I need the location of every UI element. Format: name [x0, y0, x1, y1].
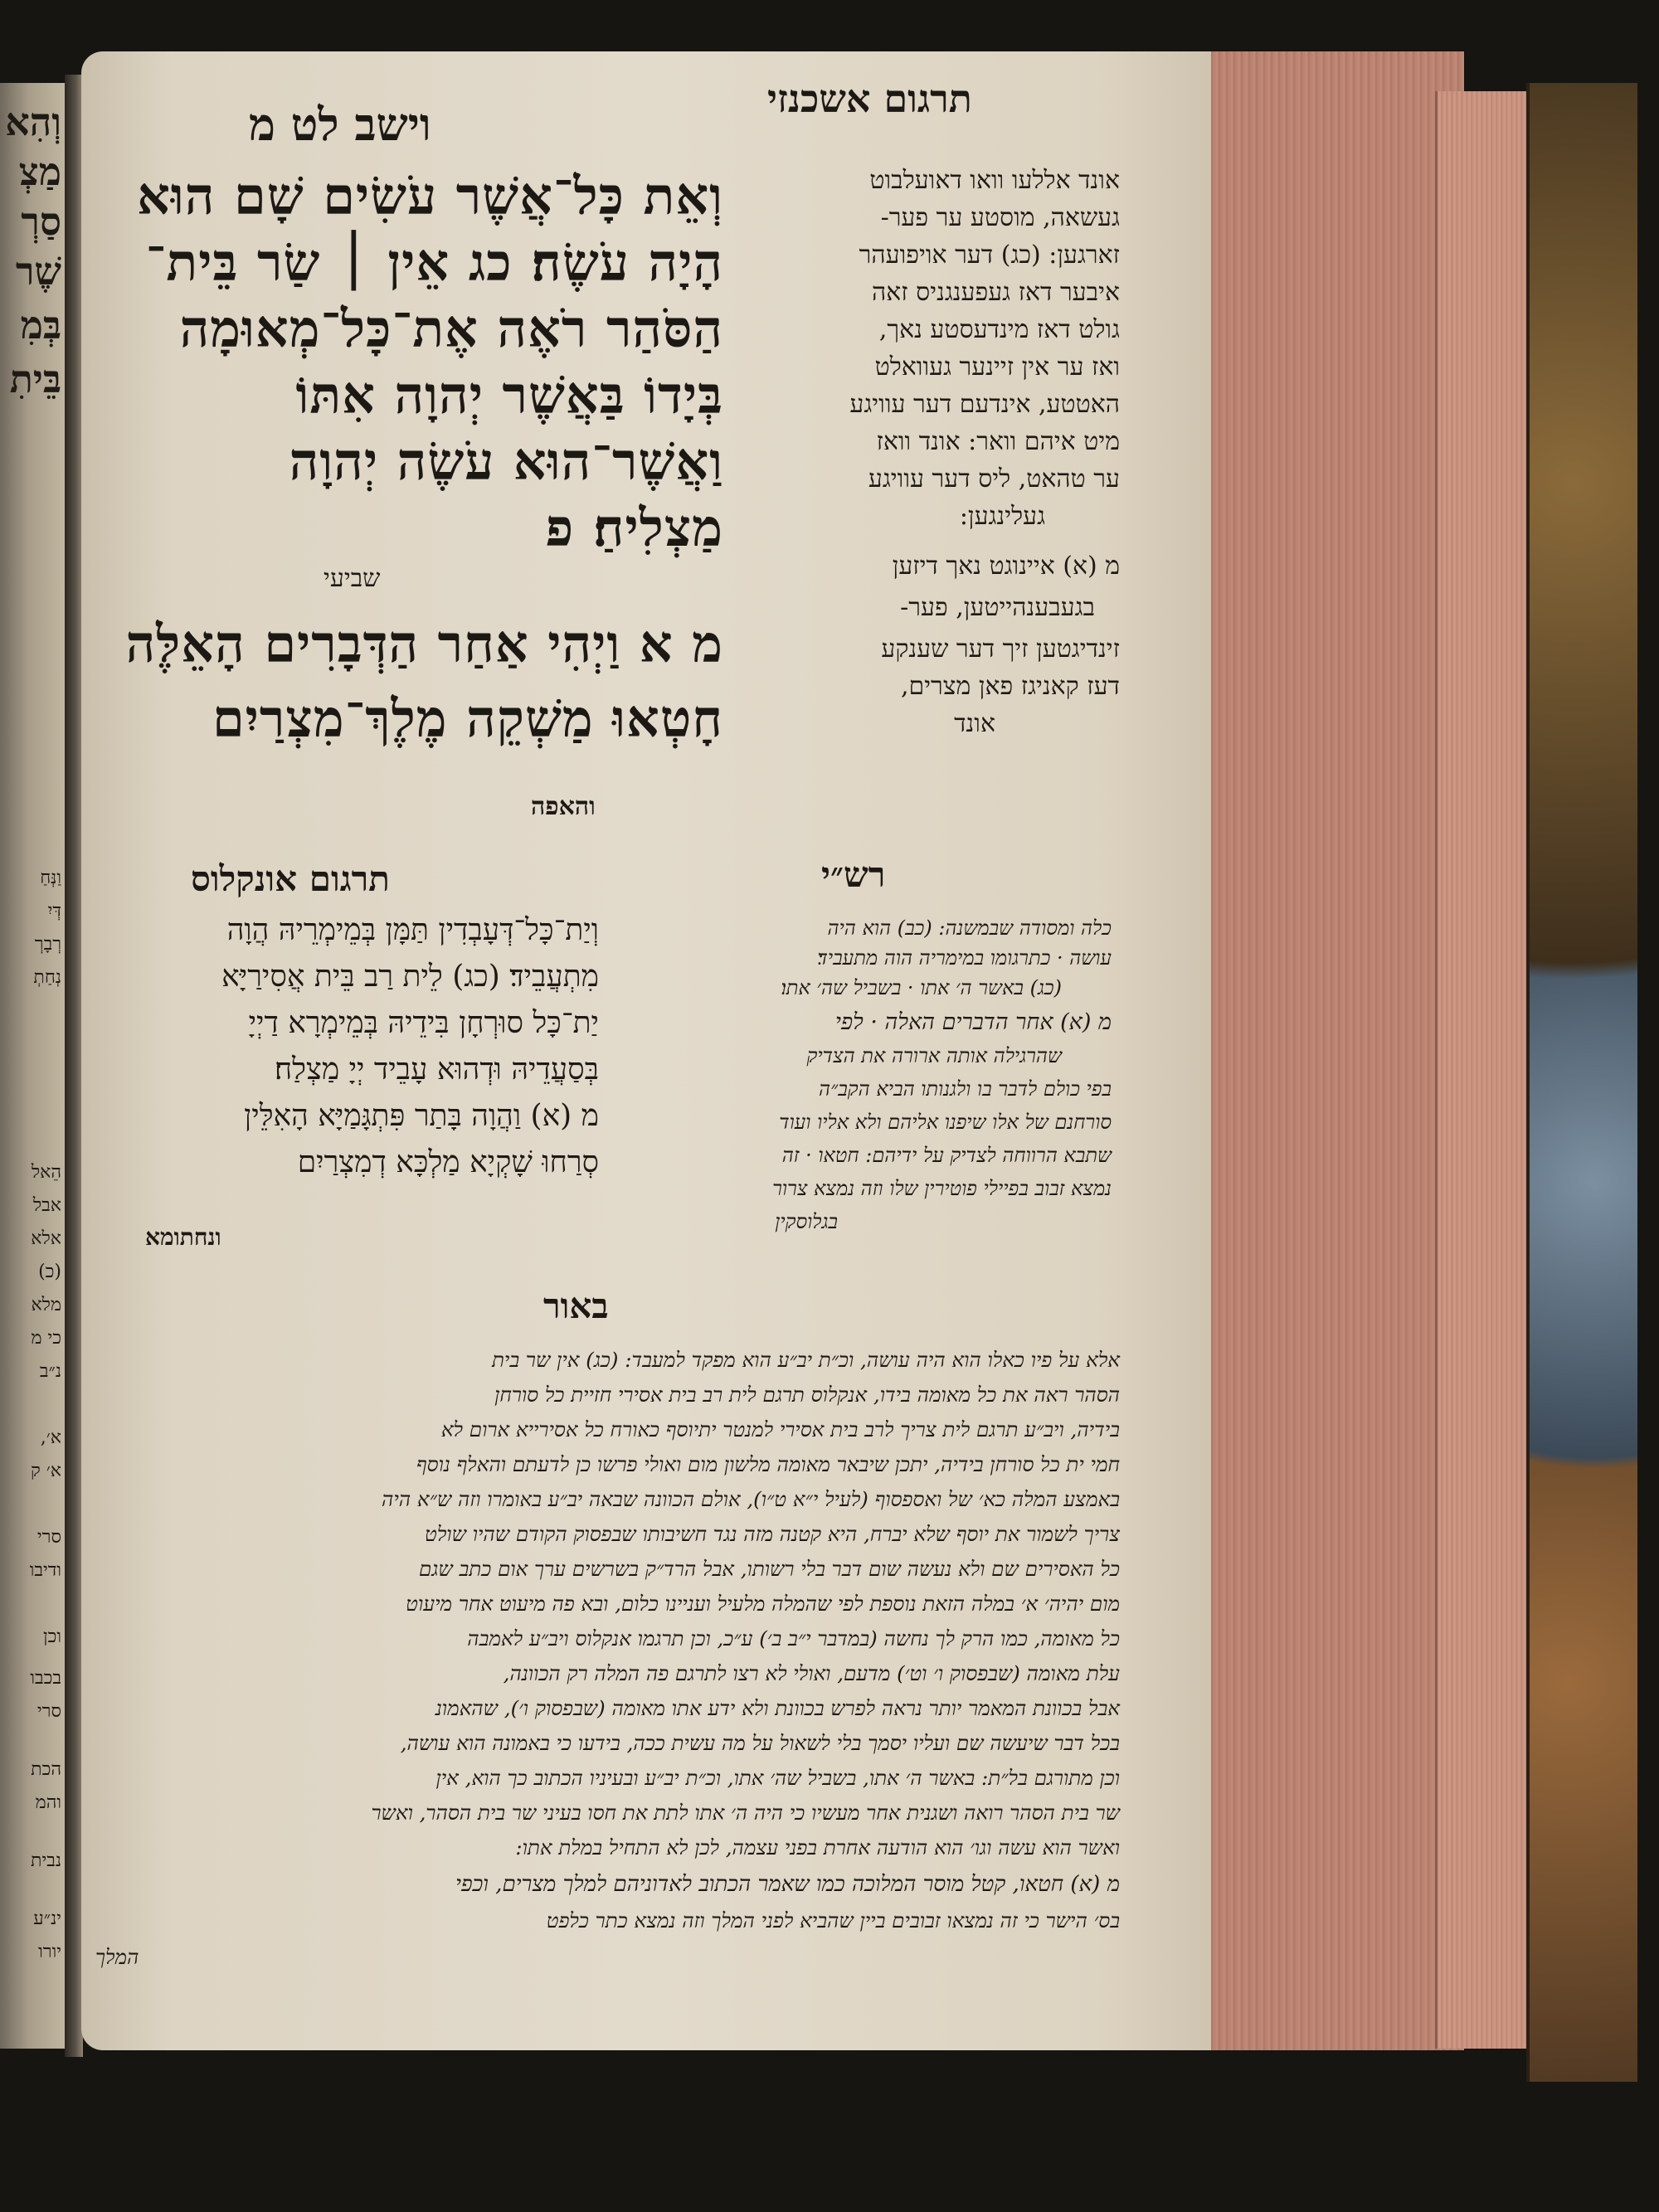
biur-line: מום יהיה׳ א׳ במלה הזאת נוספת לפי שהמלה מלעיל ועניינו כלום, ובא פה מיעוט אחר מיעוט: [406, 1592, 1120, 1616]
left-fragment-line: שֶׁר: [15, 249, 61, 294]
translation-line: מ (א) איינוגט נאך דיזען: [892, 552, 1120, 581]
left-fragment-line: אבל: [32, 1195, 61, 1216]
onkelos-line: סְרַחוּ שָׁקְיָא מַלְכָּא דְמִצְרַיִם: [297, 1145, 599, 1179]
translation-line: ער טהאט, ליס דער עוויגע: [868, 464, 1120, 493]
verse-line: בְּיָדוֹ בַּאֲשֶׁר יְהוָה אִתּוֹ: [295, 365, 723, 425]
rashi-block: [606, 916, 1112, 1243]
rashi-line: שהרגילה אותה ארורה את הצדיק: [806, 1044, 1062, 1067]
left-fragment-line: ינ״ע: [33, 1908, 61, 1929]
left-fragment-line: מַצְ: [18, 149, 61, 194]
translation-line: זארגען: (כג) דער אויפועהר: [859, 241, 1120, 270]
left-fragment-line: הֵאל: [31, 1162, 61, 1183]
verse-text-block: [93, 166, 723, 558]
onkelos-title: תרגום אונקלוס: [191, 858, 390, 899]
left-fragment-line: יורו: [38, 1942, 61, 1962]
translation-line: איבער דאז געפענגניס זאה: [872, 278, 1120, 307]
translation-line: מיט איהם וואר: אונד וואז: [876, 427, 1120, 456]
left-fragment-line: סרי: [36, 1701, 61, 1722]
onkelos-line: יַת־כָּל סוּרְחָן בִּידֵיהּ בְּמֵימְרָא דַיְיָ: [248, 1006, 599, 1040]
book-gutter: [65, 75, 83, 2057]
translation-line: דעז קאניגז פאן מצרים,: [900, 672, 1120, 701]
translation-line: ואז ער אין זיינער געוואלט: [874, 352, 1120, 382]
biur-line: אבל בכוונת המאמר יותר נראה לפרש בכוונת ולא ידע אתו מאומה (שבפסוק ו׳), שהאמונ: [435, 1696, 1120, 1720]
translation-line: געשאה, מוסטע ער פער-: [880, 203, 1120, 232]
left-fragment-line: א׳,: [40, 1427, 61, 1448]
biur-line: חמי ית כל סורחן בידיה, יתכן שיבאר מאומה מלשון מום ואולי פרשו כן לדעתם והאלף נוסף: [416, 1452, 1120, 1476]
translation-line: זינדיגטען זיך דער שענקע: [881, 634, 1120, 664]
translation-line: האטטע, אינדעם דער עוויגע: [849, 390, 1120, 419]
left-fragment-line: ודיבו: [29, 1560, 61, 1581]
aliyah-marker: שביעי: [324, 564, 381, 593]
rashi-line: בפי כולם לדבר בו ולגנותו הביא הקב״ה: [819, 1077, 1112, 1101]
left-fragment-line: כי מ: [31, 1328, 61, 1349]
left-fragment-line: והמ: [35, 1792, 61, 1813]
left-fragment-line: מלא: [31, 1295, 61, 1315]
left-fragment-line: אלא: [31, 1228, 61, 1249]
biur-line: באמצע המלה כא׳ של ואספסוף (לעיל י״א ט״ו), אולם הכוונה שבאה יב״ע באומרו וזה ש״א היה: [381, 1487, 1120, 1511]
left-fragment-line: וכן: [43, 1626, 61, 1647]
translation-line: אונד: [954, 709, 995, 738]
left-fragment-line: בכבו: [30, 1668, 61, 1689]
biur-line: בידיה, ויב״ע תרגם לית צריך לרב בית אסירי למנטר יתיוסף כאורח כל אסירייא ארום לא: [440, 1417, 1120, 1441]
onkelos-catchword: ונחתומא: [145, 1223, 221, 1251]
verse-line: וְאֵת כָּל־אֲשֶׁר עֹשִׂים שָׁם הוּא: [137, 166, 723, 226]
translation-line: גולט דאז מינדעסטע נאך,: [878, 315, 1120, 344]
running-header-right: תרגום אשכנזי: [767, 76, 972, 121]
left-page-fragment: [0, 83, 65, 2049]
left-fragment-line: סרי: [36, 1527, 61, 1548]
left-fragment-line: נ״ב: [39, 1361, 61, 1382]
biur-line: וכן מתורגם בל״ת: באשר ה׳ אתו, בשביל שה׳ אתו, וכ״ת יב״ע ובעיניו הכתוב כך הוא, אין: [435, 1766, 1120, 1790]
onkelos-line: בְּסַעֲדֵיהּ וּדְהוּא עָבֵיד יְיָ מַצְלַח׃: [274, 1053, 599, 1087]
translation-line: בגעבענהייטען, פער-: [900, 593, 1095, 622]
onkelos-block: [93, 912, 599, 1191]
biur-block: [95, 1348, 1120, 1978]
biur-line: כל האסירים שם ולא נעשה שום דבר בלי רשותו, אבל הרד״ק בשרשים ערך אום כתב שגם: [418, 1557, 1120, 1581]
rashi-line: מ (א) אחר הדברים האלה · לפי: [834, 1009, 1112, 1035]
translation-block: [747, 166, 1120, 746]
left-fragment-line: בֵּיתִ: [9, 357, 61, 401]
rashi-line: (כג) באשר ה׳ אתו · בשביל שה׳ אתו׃: [781, 976, 1062, 999]
biur-title: באור: [543, 1286, 609, 1326]
left-fragment-line: נבית: [31, 1850, 61, 1871]
verse-line: הָיָה עֹשֶׂה׃ כג אֵין ׀ שַׂר בֵּית־: [145, 232, 723, 293]
left-fragment-line: (כ): [38, 1262, 61, 1282]
verse-line: מ א וַיְהִי אַחַר הַדְּבָרִים הָאֵלֶּה: [125, 614, 723, 674]
verse-line: מַצְלִיחַ׃ פ: [545, 498, 723, 558]
biur-line: עלת מאומה (שבפסוק ו׳ וט׳) מדעם, ואולי לא רצו לתרגם פה המלה רק הכוונה,: [503, 1661, 1120, 1685]
left-fragment-line: דְּיִ: [47, 901, 61, 921]
running-header-left: וישב לט מ: [249, 98, 431, 151]
rashi-line: עושה · כתרגומו במימריה הוה מתעביד׃: [817, 946, 1112, 970]
rashi-title: רש״י: [821, 854, 886, 895]
biur-line: המלך: [95, 1945, 139, 1969]
rashi-line: סורחנם של אלו שיפנו אליהם ולא אליו ועוד: [779, 1111, 1112, 1134]
left-fragment-line: בְּמִ: [20, 303, 61, 348]
rashi-line: שתבא הרווחה לצדיק על ידיהם: חטאו · זה: [781, 1144, 1112, 1167]
biur-line: שר בית הסהר רואה ושגנית אחר מעשיו כי היה ה׳ אתו לתת את חסו בעיני שר בית הסהר, ואשר: [371, 1801, 1120, 1825]
biur-line: אלא על פיו כאלו הוא היה עושה, וכ״ת יב״ע הוא מפקד למעבד: (כג) אין שר בית: [491, 1348, 1120, 1372]
biur-line: צריך לשמור את יוסף שלא יברח, היא קטנה מזה נגד חשיבותו שבפסוק הקודם שהיו שולט: [425, 1522, 1120, 1546]
rashi-line: נמצא זבוב בפיילי פוטירין שלו וזה נמצא צרור: [772, 1177, 1112, 1200]
left-fragment-line: סַרְ: [21, 199, 61, 244]
biur-line: הסהר ראה את כל מאומה בידו, אנקלוס תרגם לית רב בית אסירי חזיית כל סורחן: [494, 1383, 1120, 1407]
left-fragment-line: רְבָרְ: [34, 934, 61, 955]
translation-line: אונד אללעו וואו דאועלבוט: [869, 166, 1120, 195]
rashi-line: כלה ומסודה שבמשנה: (כב) הוא היה: [827, 916, 1112, 940]
left-fragment-line: נְחַתְ: [33, 967, 61, 988]
catchword: והאפה: [531, 792, 596, 821]
onkelos-line: מִתְעֲבֵיד׃ (כג) לֵית רַב בֵּית אֲסִירַיָּא: [221, 960, 599, 994]
left-fragment-line: וַנְּחַ: [40, 868, 61, 888]
left-fragment-line: א׳ ק: [30, 1461, 61, 1481]
rashi-line: בגלוסקין: [775, 1210, 838, 1233]
verse-line: חָטְאוּ מַשְׁקֵה מֶלֶךְ־מִצְרַיִם: [212, 688, 723, 749]
biur-line: כל מאומה, כמו הרק לך נחשה (במדבר י״ב ב׳) ע״כ, וכן תרגמו אנקלוס ויב״ע לאמבה: [467, 1626, 1120, 1650]
onkelos-line: וְיַת־כָּל־דְּעָבְדִין תַּמָּן בְּמֵימְרֵיהּ הֲוָה: [226, 913, 599, 947]
verse-40-block: [93, 614, 723, 749]
page-edge: [1207, 51, 1464, 2050]
biur-line: ואשר הוא עשה וגו׳ הוא הודעה אחרת בפני עצמה, לכן לא התחיל במלת אתו:: [515, 1835, 1120, 1860]
verse-line: הַסֹּהַר רֹאֶה אֶת־כָּל־מְאוּמָה: [179, 299, 723, 359]
translation-line: געלינגען:: [959, 502, 1045, 531]
biur-line: בכל דבר שיעשה שם ועליו יסמך בלי לשאול על מה עשית ככה, בידעו כי באמונה הוא עושה,: [400, 1731, 1120, 1755]
onkelos-line: מ (א) וַהֲוָה בָּתַר פִּתְגָּמַיָּא הָאִלֵּין: [244, 1099, 599, 1133]
left-fragment-line: וְהִא: [5, 100, 61, 144]
biur-line: מ (א) חטאו, קטל מוסר המלוכה כמו שאמר הכתוב לאדוניהם למלך מצרים, וכפי: [455, 1872, 1120, 1897]
left-fragment-line: הכת: [31, 1759, 61, 1780]
verse-line: וַאֲשֶׁר־הוּא עֹשֶׂה יְהוָה: [289, 431, 723, 492]
biur-line: בס׳ הישר כי זה נמצאו זבובים ביין שהביא לפני המלך וזה נמצא כתר כלפט: [546, 1908, 1120, 1932]
marbled-cover: [1526, 83, 1637, 2082]
